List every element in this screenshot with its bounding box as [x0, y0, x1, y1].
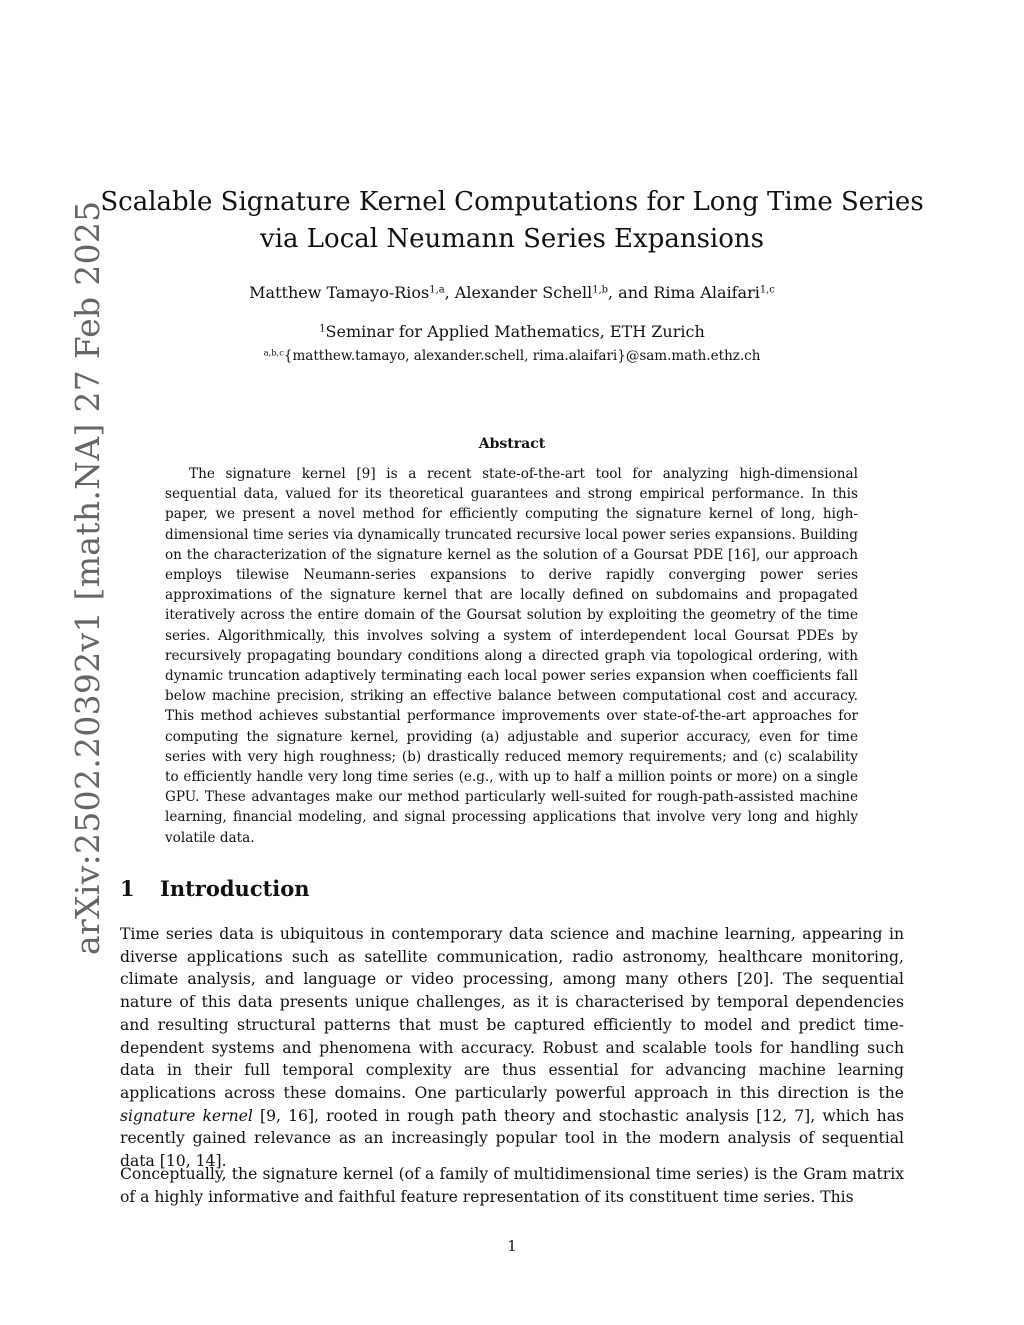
arxiv-identifier-text: arXiv:2502.20392v1 [math.NA] 27 Feb 2025: [68, 200, 107, 955]
abstract-heading: Abstract: [478, 436, 546, 452]
paragraph-text: Time series data is ubiquitous in contemporary data science and machine learning, appearing in diverse applications such as satellite communication, radio astronomy, healthcare monitoring, climate analysis, and language or video processing, among many others [20]. The sequential nature of this data presents unique challenges, as it is characterised by temporal dependencies and resulting structural patterns that must be captured efficiently to model and predict time-dependent systems and phenomena with accuracy. Robust and scalable tools for handling such data in their full temporal complexity are thus essential for advancing machine learning applications across these domains. One particularly powerful approach in this direction is the: [120, 925, 904, 1102]
author-separator: , and: [607, 283, 654, 302]
author-list: [100, 281, 924, 305]
author-affiliation-mark: 1,b: [592, 284, 608, 296]
author-name: Rima Alaifari: [653, 283, 760, 302]
author-emails: [100, 345, 924, 367]
author-affiliation-mark: 1,c: [759, 284, 775, 296]
arxiv-identifier-stamp: [10, 200, 107, 955]
author-name: Alexander Schell: [454, 283, 593, 302]
author-separator: ,: [444, 283, 455, 302]
intro-paragraph-1: [120, 923, 904, 1173]
section-title: Introduction: [160, 876, 310, 901]
author-affiliation-mark: 1,a: [429, 284, 445, 296]
affiliation-text: Seminar for Applied Mathematics, ETH Zurich: [325, 322, 705, 341]
paragraph-text: Conceptually, the signature kernel (of a family of multidimensional time series) is the Gram matrix of a highly informative and faithful feature representation of its constituent time series. This: [120, 1165, 904, 1206]
section-number: 1: [120, 876, 135, 901]
email-marks: a,b,c: [263, 347, 284, 358]
affiliation-mark: 1: [319, 323, 326, 335]
paragraph-text: [9, 16], rooted in rough path theory and stochastic analysis [12, 7], which has recently gained relevance as an increasingly popular tool in the modern analysis of sequential data [10, 14].: [120, 1106, 904, 1171]
author-name: Matthew Tamayo-Rios: [249, 283, 430, 302]
intro-paragraph-2: [120, 1163, 904, 1208]
title-line-1: Scalable Signature Kernel Computations for Long Time Series: [100, 187, 924, 217]
title-line-2: via Local Neumann Series Expansions: [260, 224, 764, 254]
section-heading: [120, 876, 310, 901]
abstract-text: The signature kernel [9] is a recent state-of-the-art tool for analyzing high-dimensional sequential data, valued for its theoretical guarantees and strong empirical performance. In this paper, we present a novel method for efficiently computing the signature kernel of long, high-dimensional time series via dynamically truncated recursive local power series expansions. Building on the characterization of the signature kernel as the solution of a Goursat PDE [16], our approach employs tilewise Neumann-series expansions to derive rapidly converging power series approximations of the signature kernel that are locally defined on subdomains and propagated iteratively across the entire domain of the Goursat solution by exploiting the geometry of the time series. Algorithmically, this involves solving a system of interdependent local Goursat PDEs by recursively propagating boundary conditions along a directed graph via topological ordering, with dynamic truncation adaptively terminating each local power series expansion when coefficients fall below machine precision, striking an effective balance between computational cost and accuracy. This method achieves substantial performance improvements over state-of-the-art approaches for computing the signature kernel, providing (a) adjustable and superior accuracy, even for time series with very high roughness; (b) drastically reduced memory requirements; and (c) scalability to efficiently handle very long time series (e.g., with up to half a million points or more) on a single GPU. These advantages make our method particularly well-suited for rough-path-assisted machine learning, financial modeling, and signal processing applications that involve very long and highly volatile data.: [165, 466, 858, 846]
emphasized-term: signature kernel: [120, 1106, 253, 1125]
affiliation: [100, 320, 924, 344]
email-text: {matthew.tamayo, alexander.schell, rima.alaifari}@sam.math.ethz.ch: [283, 348, 761, 364]
abstract-body: [165, 464, 858, 848]
paper-title: [100, 184, 924, 258]
page-number: 1: [507, 1237, 517, 1255]
